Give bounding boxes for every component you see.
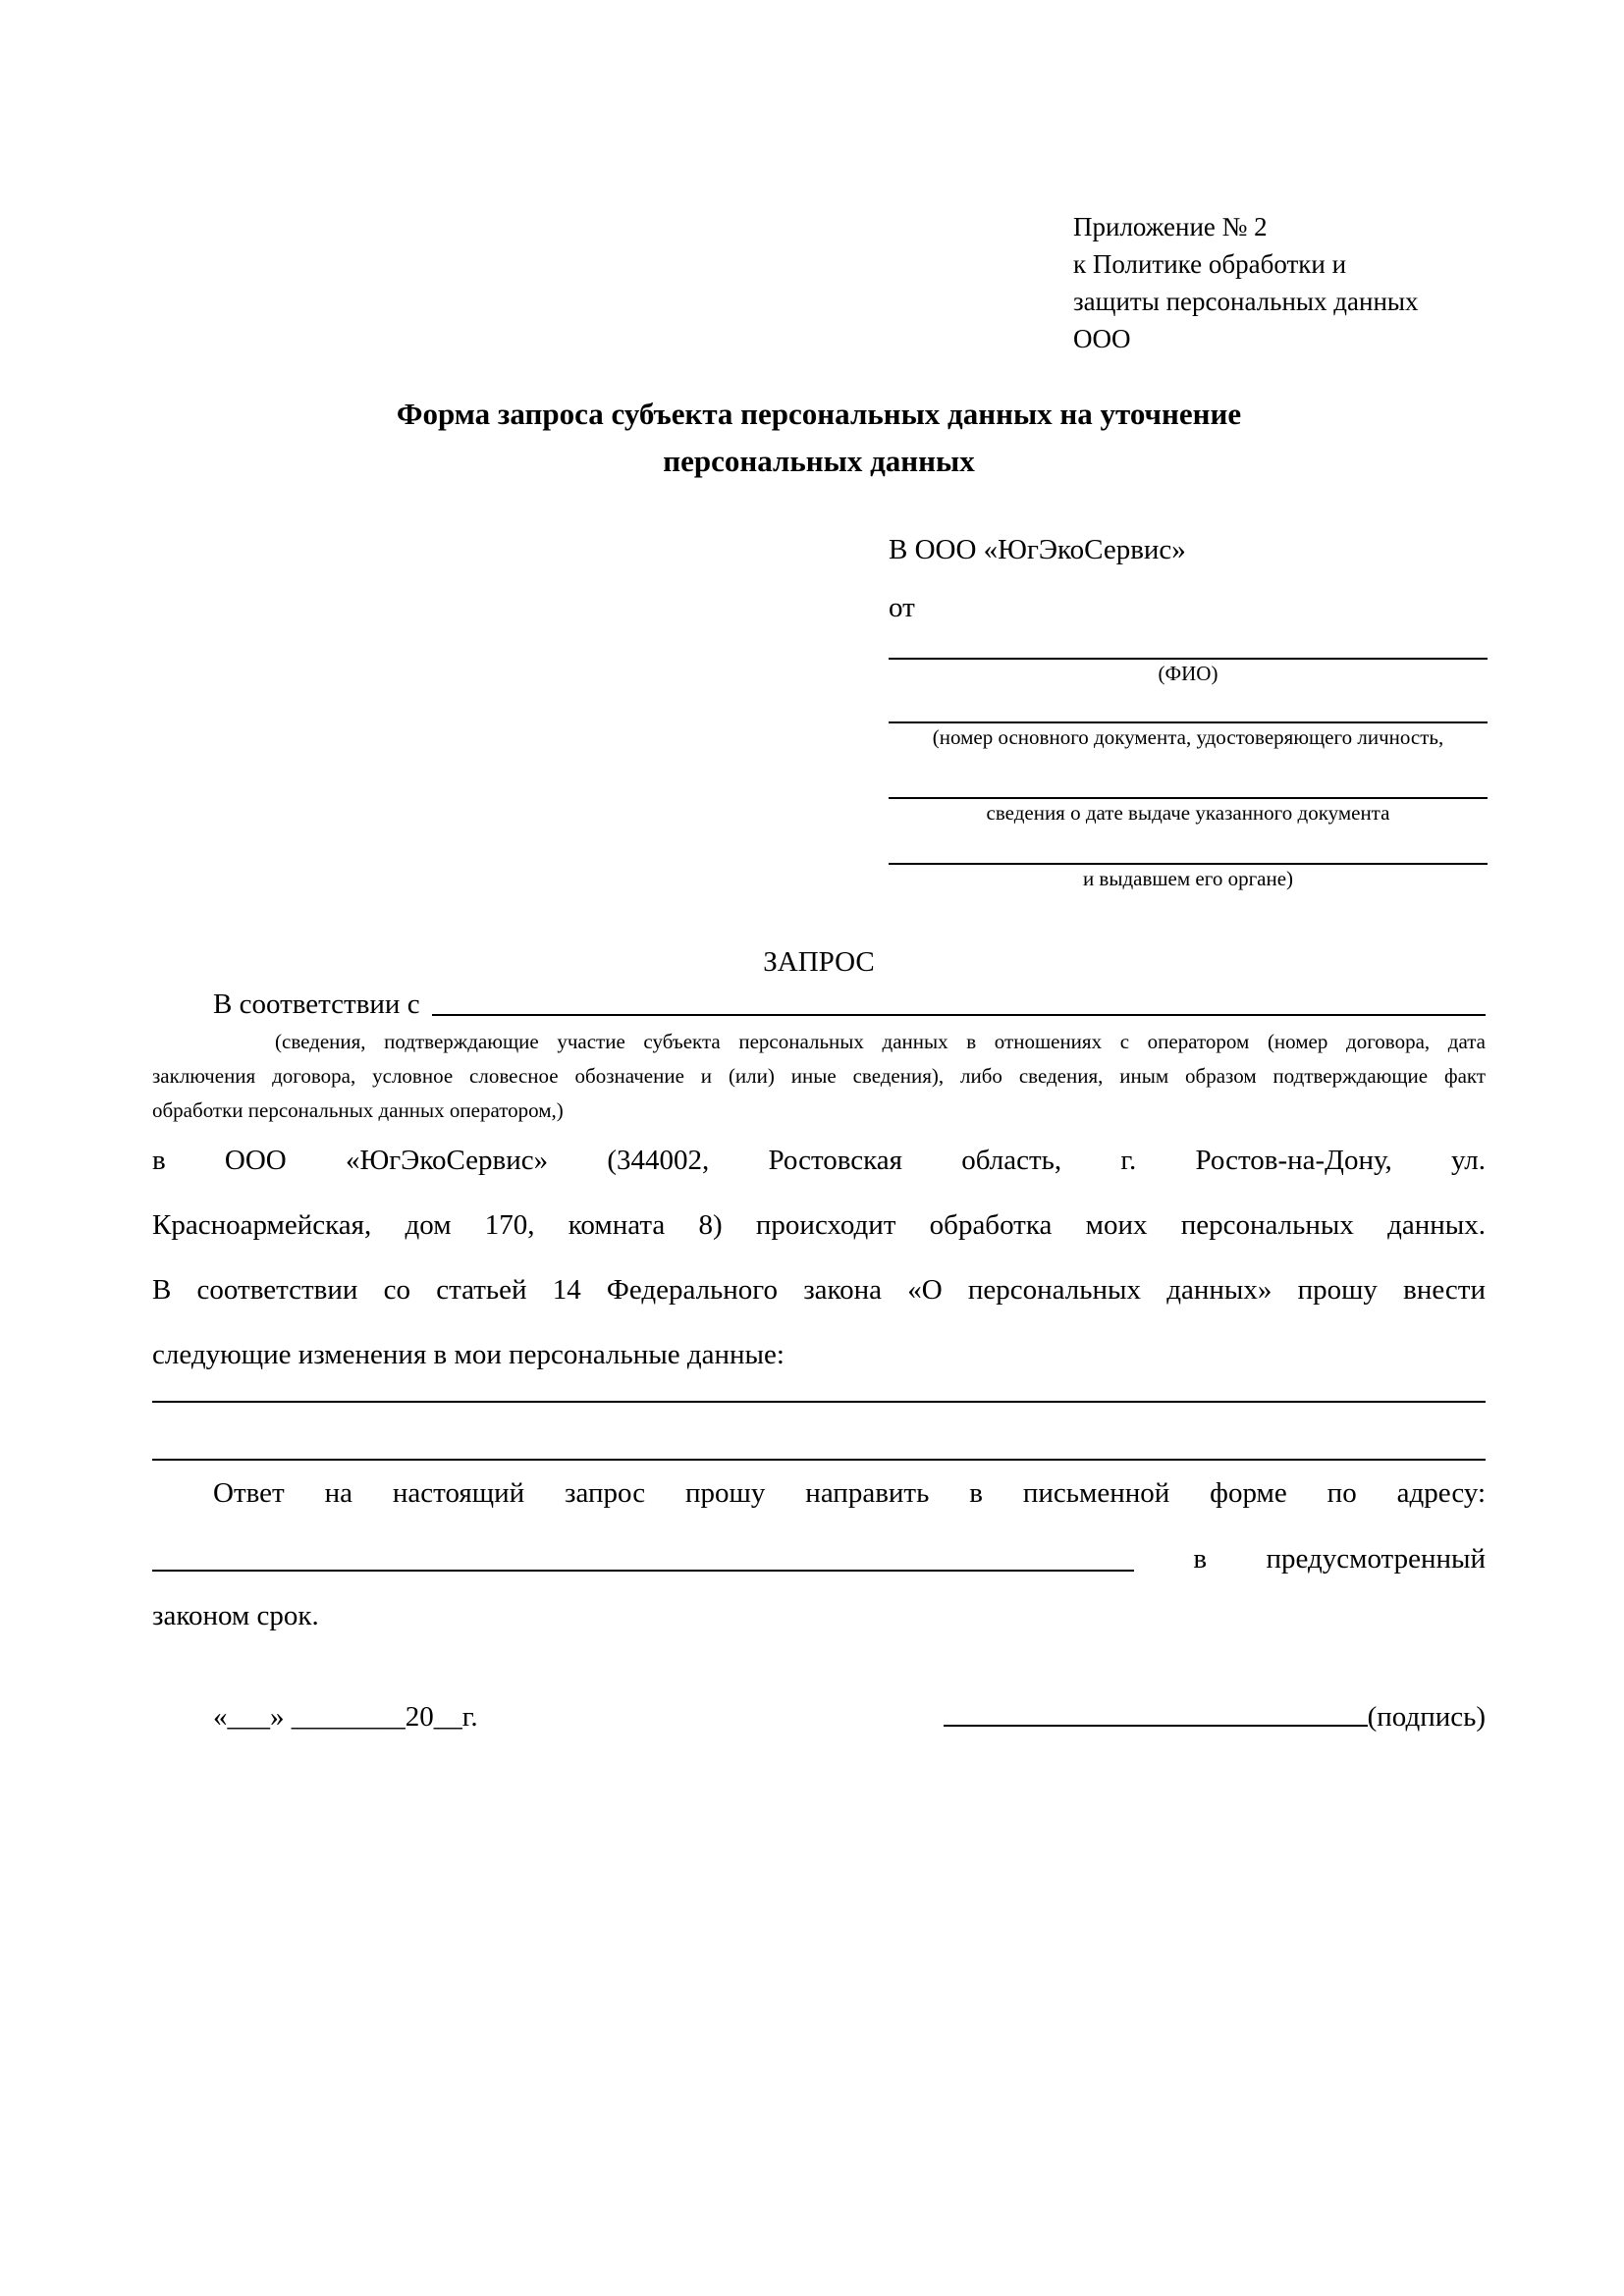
body-line: В соответствии со статьей 14 Федерального закона «О персональных данных» прошу внести <box>152 1274 1486 1306</box>
addressee-block <box>889 534 1488 891</box>
document-title: Форма запроса субъекта персональных данных на уточнение персональных данных <box>396 397 1242 478</box>
note-line: обработки персональных данных оператором,) <box>152 1098 564 1122</box>
fio-blank-line <box>889 658 1488 660</box>
body-line: следующие изменения в мои персональные данные: <box>152 1339 785 1370</box>
signature-blank-line <box>944 1725 1368 1727</box>
fio-caption: (ФИО) <box>1158 662 1218 685</box>
annex-line: Приложение № 2 <box>1073 212 1268 241</box>
accordance-lead: В соответствии с <box>213 988 420 1020</box>
issue-date-blank-line <box>889 797 1488 799</box>
annex-line: к Политике обработки и <box>1073 249 1347 279</box>
date-signature-row <box>152 1701 1486 1734</box>
signature-block <box>944 1701 1486 1734</box>
body-line: Красноармейская, дом 170, комната 8) происходит обработка моих персональных данных. <box>152 1209 1486 1241</box>
issue-date-caption: сведения о дате выдаче указанного документа <box>986 801 1390 825</box>
addressee-organization: В ООО «ЮгЭкоСервис» <box>889 534 1186 565</box>
date-line: «___» ________20__г. <box>213 1701 478 1733</box>
document-number-blank-line <box>889 721 1488 723</box>
document-number-field <box>889 721 1488 750</box>
issuing-authority-caption: и выдавшем его органе) <box>1082 867 1294 890</box>
annex-line: защиты персональных данных <box>1073 287 1419 316</box>
reply-tail: законом срок. <box>152 1600 319 1631</box>
changes-blank-line <box>152 1401 1486 1403</box>
issue-date-field <box>889 797 1488 826</box>
annex-line: ООО <box>1073 324 1131 353</box>
note-line: заключения договора, условное словесное обозначение и (или) иные сведения), либо сведения, иным образом подтверждающие факт <box>152 1064 1486 1088</box>
from-label: от <box>889 592 915 623</box>
reply-word: в <box>1193 1543 1208 1575</box>
address-blank-line <box>152 1570 1134 1572</box>
issuing-authority-blank-line <box>889 863 1488 865</box>
issuing-authority-field <box>889 863 1488 891</box>
document-number-caption: (номер основного документа, удостоверяющего личность, <box>932 725 1444 749</box>
accordance-row <box>152 988 1486 1021</box>
body-line: в ООО «ЮгЭкоСервис» (344002, Ростовская область, г. Ростов-на-Дону, ул. <box>152 1145 1486 1176</box>
note-line: (сведения, подтверждающие участие субъекта персональных данных в отношениях с оператором (номер договора, дата <box>275 1030 1486 1053</box>
reply-word: предусмотренный <box>1266 1543 1486 1575</box>
reply-lead: Ответ на настоящий запрос прошу направить в письменной форме по адресу: <box>213 1477 1486 1509</box>
annex-reference <box>1073 208 1486 357</box>
body-paragraph <box>152 1128 1486 1387</box>
request-heading: ЗАПРОС <box>763 946 875 978</box>
fio-field <box>889 658 1488 686</box>
signature-caption: (подпись) <box>1367 1701 1486 1733</box>
address-row <box>152 1539 1486 1578</box>
accordance-note <box>152 1025 1486 1128</box>
accordance-blank-line <box>432 988 1486 1016</box>
